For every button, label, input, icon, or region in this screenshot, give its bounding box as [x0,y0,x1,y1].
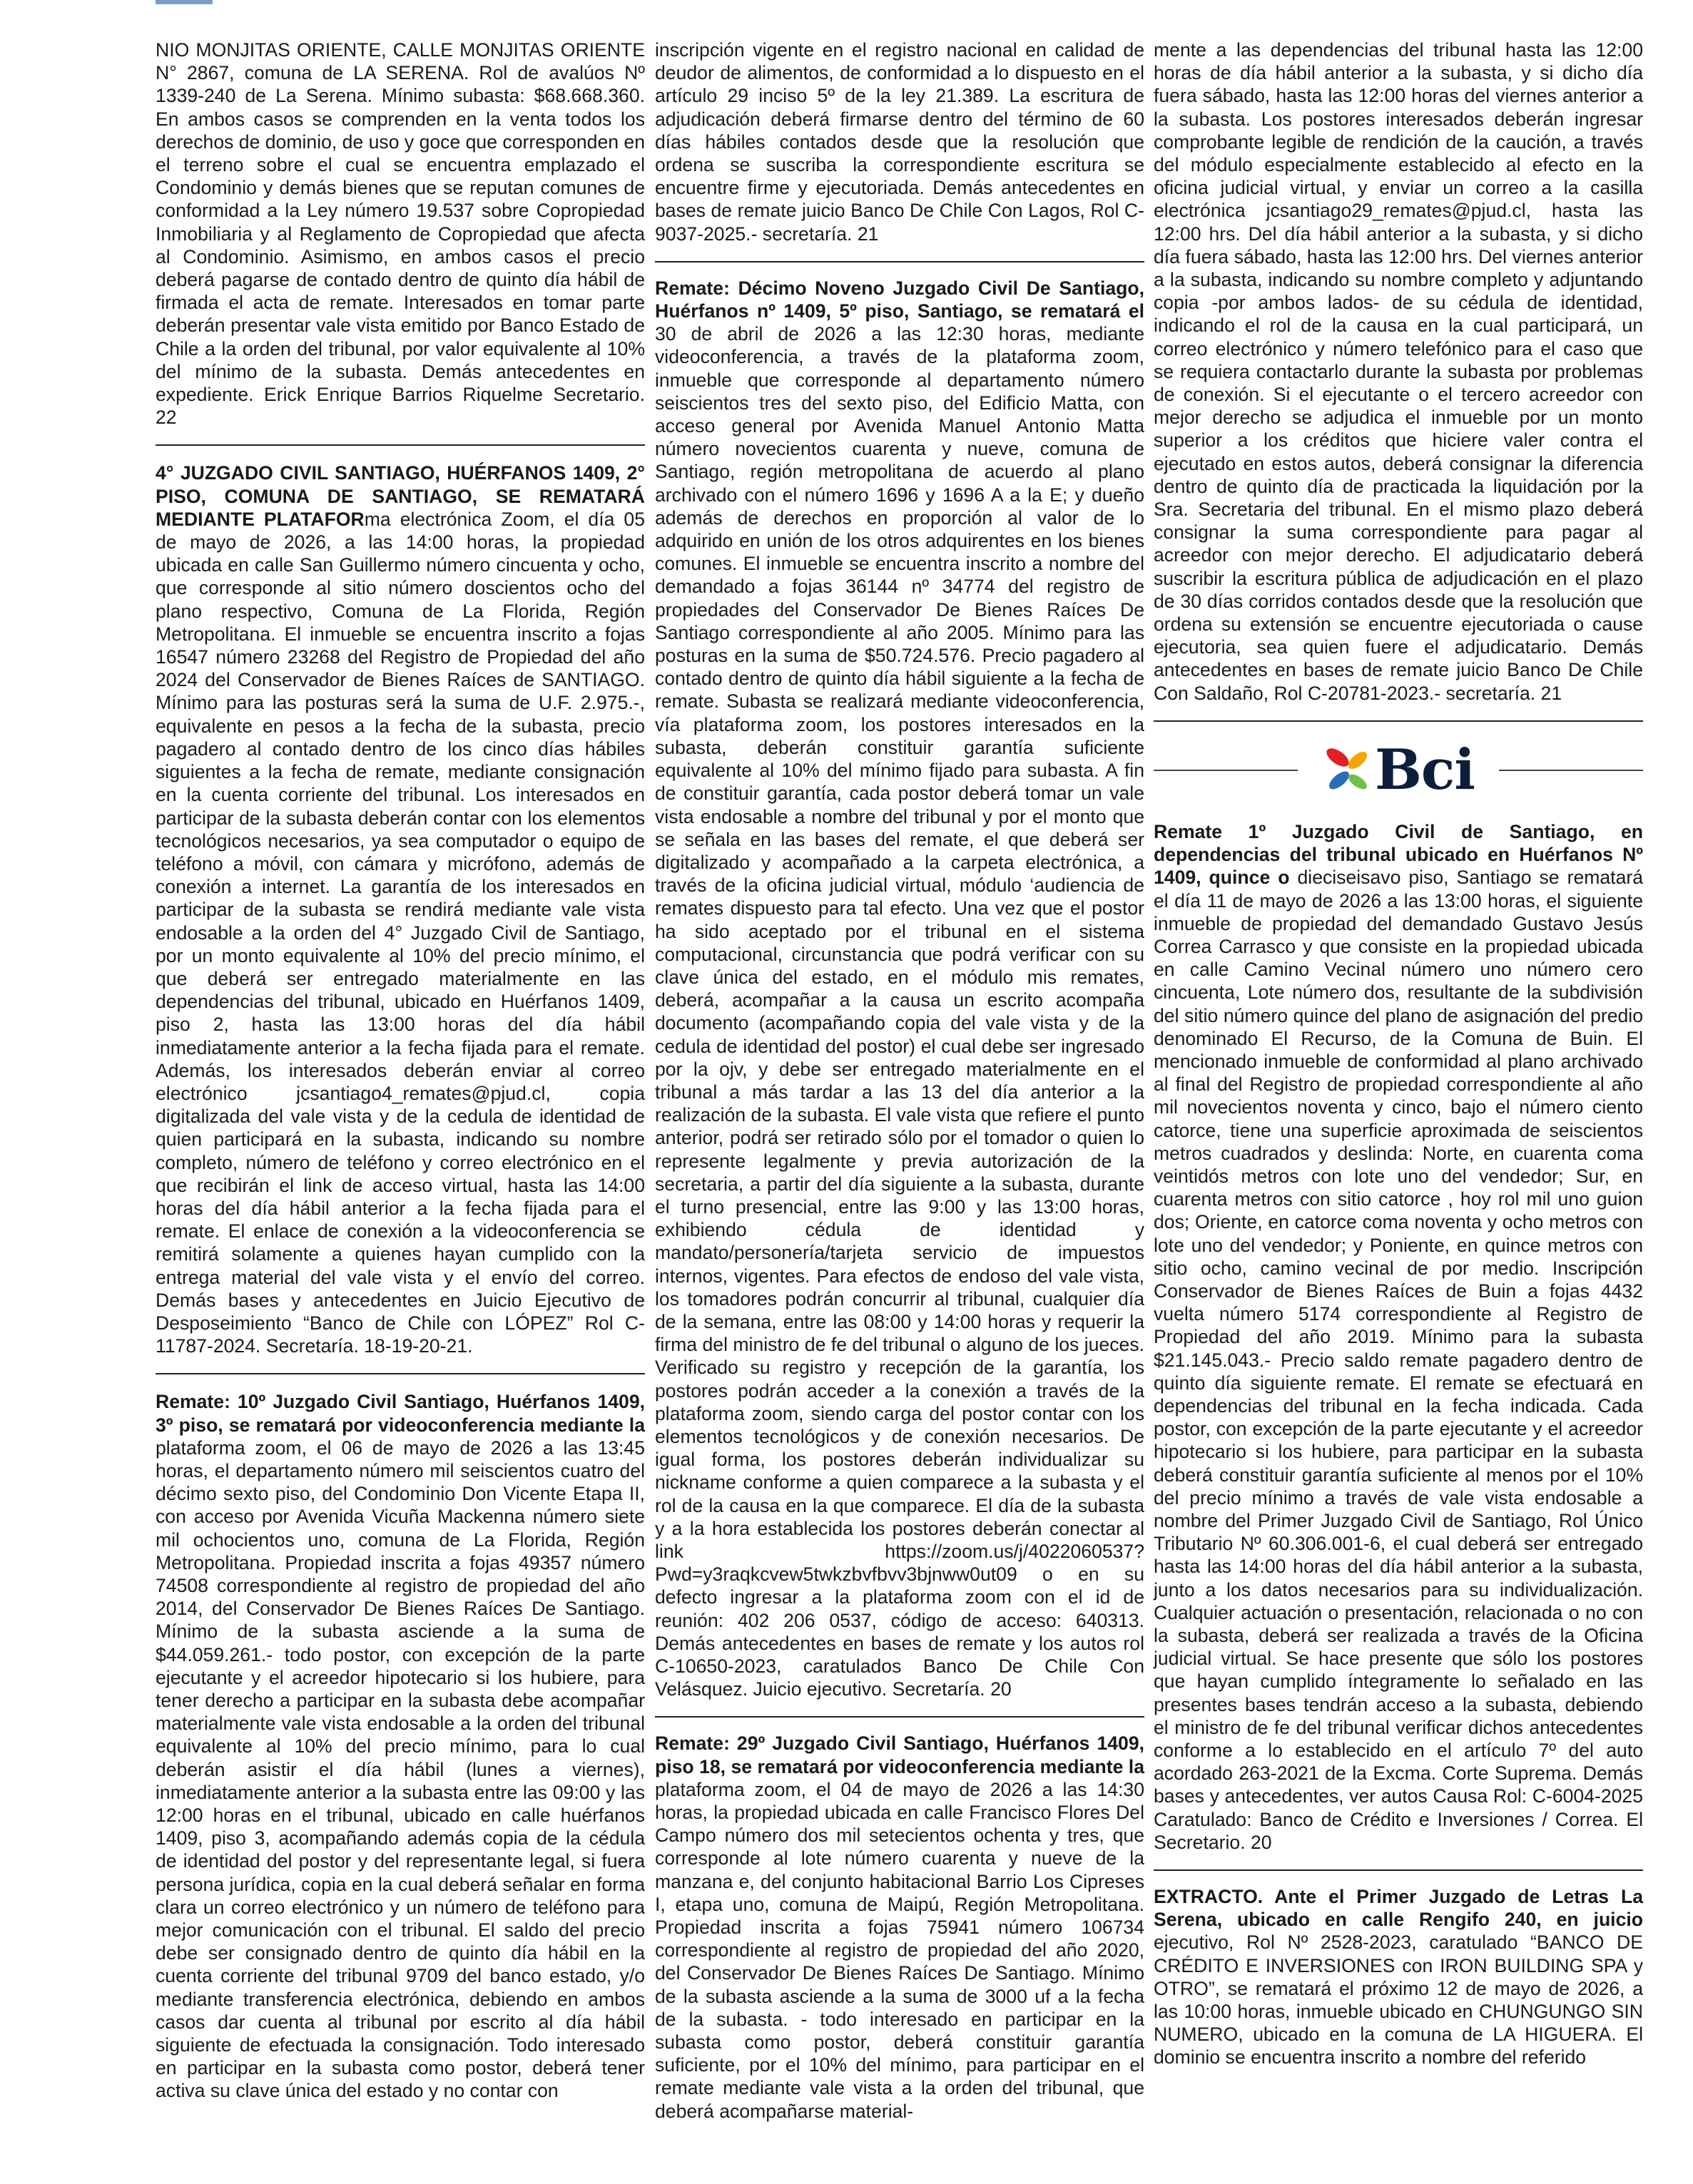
bci-logo-wordmark: Bci [1374,737,1475,802]
notice-body [655,39,1144,245]
notice-continuation-la-serena [156,39,645,429]
notice-divider [156,1373,645,1374]
notice-divider [655,1716,1144,1718]
bci-logo-banner [1154,736,1643,805]
notice-extracto-la-serena [1154,1885,1643,2069]
notice-text: ma electrónica Zoom, el día 05 de mayo de 2026, a las 14:00 horas, la propiedad ubicada en calle San Guillermo número cincuenta y ocho, que corresponde al sitio número doscientos ocho del plano respectivo, Comuna de La Florida, Región Metropolitana. El inmueble se encuentra inscrito a fojas 16547 número 23268 del Registro de Propiedad del año 2024 del Conservador de Bienes Raíces de SANTIAGO. Mínimo para las posturas será la suma de U.F. 2.975.-, equivalente en pesos a la fecha de la subasta, precio pagadero al contado dentro de los cinco días hábiles siguientes a la fecha de remate, mediante consignación en la cuenta corriente del tribunal. Los interesados en participar de la subasta deberán contar con los elementos tecnológicos necesarios, ya sea computador o equipo de teléfono a móvil, con cámara y micrófono, además de conexión a internet. La garantía de los interesados en participar de la subasta se rendirá mediante vale vista endosable a la orden del 4° Juzgado Civil de Santiago, por un monto equivalente al 10% del precio mínimo, el que deberá ser entregado materialmente en las dependencias del tribunal, ubicado en Huérfanos 1409, piso 2, hasta las 13:00 horas del día hábil inmediatamente anterior a la fecha fijada para el remate. Además, los interesados deberán enviar al correo electrónico jcsantiago4_remates@pjud.cl, copia digitalizada del vale vista y de la cedula de identidad de quien participará en la subasta, indicando su nombre completo, número de teléfono y correo electrónico en el que recibirán el link de acceso virtual, hasta las 14:00 horas del día hábil anterior a la fecha fijada para el remate. El enlace de conexión a la videoconferencia se remitirá solamente a quienes hayan cumplido con la entrega material del vale vista y el envío del correo. Demás bases y antecedentes en Juicio Ejecutivo de Desposeimiento “Banco de Chile con LÓPEZ” Rol C-11787-2024. Secretaría. 18-19-20-21. [156,508,646,1357]
notice-text: plataforma zoom, el 06 de mayo de 2026 a las 13:45 horas, el departamento número mil seiscientos cuatro del décimo sexto piso, del Condominio Don Vicente Etapa II, con acceso por Avenida Vicuña Mackenna número siete mil ochocientos uno, comuna de La Florida, Región Metropolitana. Propiedad inscrita a fojas 49357 número 74508 correspondiente al registro de propiedad del año 2014, del Conservador De Bienes Raíces De Santiago. Mínimo de la subasta asciende a la suma de $44.059.261.- todo postor, con excepción de la parte ejecutante y el acreedor hipotecario si los hubiere, para tener derecho a participar en la subasta debe acompañar materialmente vale vista endosable a la orden del tribunal equivalente al 10% del precio mínimo, para lo cual deberán asistir el día hábil (lunes a viernes), inmediatamente anterior a la subasta entre las 09:00 y las 12:00 horas en el tribunal, ubicado en calle huérfanos 1409, piso 3, acompañando además copia de la cédula de identidad del postor y del representante legal, si fuera persona jurídica, copia en la cual deberá señalar en forma clara un correo electrónico y un número de teléfono para mejor comunicación con el tribunal. El saldo del precio debe ser consignado dentro de quinto día hábil en la cuenta corriente del tribunal 9709 del banco estado, y/o mediante transferencia electrónica, debiendo en ambos casos dar cuenta al tribunal por escrito al día hábil siguiente de efectuada la consignación. Todo interesado en participar en la subasta como postor, deberá tener activa su clave única del estado y no contar con [156,1437,645,2102]
notice-19-juzgado-civil [655,277,1144,1701]
notice-continuation-banco-de-chile-con-saldano [1154,39,1643,705]
notice-10-juzgado-civil [156,1390,645,2102]
notice-text: NIO MONJITAS ORIENTE, CALLE MONJITAS ORIENTE N° 2867, comuna de LA SERENA. Rol de avalúos Nº 1339-240 de La Serena. Mínimo subasta: $68.668.360. En ambos casos se comprenden en la venta todos los derechos de dominio, de uso y goce que corresponden en el terreno sobre el cual se encuentra emplazado el Condominio y demás bienes que se reputan comunes de conformidad a la Ley número 19.537 sobre Copropiedad Inmobiliaria y al Reglamento de Copropiedad que afecta al Condominio. Asimismo, en ambos casos el precio deberá pagarse de contado dentro de quinto día hábil de firmada el acta de remate. Interesados en tomar parte deberán presentar vale vista emitido por Banco Estado de Chile a la orden del tribunal, por valor equivalente al 10% del mínimo de la subasta. Demás antecedentes en expediente. Erick Enrique Barrios Riquelme Secretario. 22 [156,39,645,429]
notice-body [156,461,645,1357]
notice-4-juzgado-civil [156,461,645,1357]
notice-1-juzgado-civil [1154,820,1643,1854]
notice-divider [655,261,1144,262]
notice-lead: Remate: 29º Juzgado Civil Santiago, Huérfanos 1409, piso 18, se rematará por videoconferencia mediante la [655,1733,1144,1777]
bci-logo [1322,737,1475,802]
notice-body [1154,820,1643,1854]
notice-body [655,1732,1144,2122]
notice-lead: Remate: 10º Juzgado Civil Santiago, Huérfanos 1409, 3º piso, se rematará por videoconferencia mediante la [156,1391,645,1436]
notice-lead: Remate: Décimo Noveno Juzgado Civil De Santiago, Huérfanos nº 1409, 5º piso, Santiago, se rematará el [655,277,1144,322]
notice-lead: Remate 1º Juzgado Civil de Santiago, en dependencias del tribunal ubicado en Huérfanos Nº 1409, quince o [1154,820,1643,889]
notice-divider [156,444,645,446]
logo-rule-left [1154,770,1298,771]
column-3 [1154,39,1643,2069]
notice-text: dieciseisavo piso, Santiago se rematará el día 11 de mayo de 2026 a las 13:00 horas, el siguiente inmueble de propiedad del demandado Gustavo Jesús Correa Carrasco y que consiste en la propiedad ubicada en calle Camino Vecinal número uno número cero cincuenta, Lote número dos, resultante de la subdivisión del sitio número quince del plano de asignación del predio denominado El Recurso, de la Comuna de Buin. El mencionado inmueble de conformidad al plano archivado al final del Registro de propiedad correspondiente al año mil novecientos noventa y cinco, bajo el número ciento catorce, tiene una superficie aproximada de seiscientos metros cuadrados y deslinda: Norte, en cuarenta coma veintidós metros con lote uno del vendedor; Sur, en cuarenta metros con sitio catorce , hoy rol mil uno guion dos; Oriente, en catorce coma noventa y ocho metros con lote uno del vendedor; y Poniente, en quince metros con sitio ocho, camino vecinal de por medio. Inscripción Conservador de Bienes Raíces de Buin a fojas 4432 vuelta número 5174 correspondiente al Registro de Propiedad del año 2019. Mínimo para la subasta $21.145.043.- Precio saldo remate pagadero dentro de quinto día siguiente remate. El remate se efectuará en dependencias del tribunal en la fecha indicada. Cada postor, con excepción de la parte ejecutante y el acreedor hipotecario si los hubiere, para participar en la subasta deberá constituir garantía suficiente al menos por el 10% del precio mínimo a través de vale vista endosable a nombre del Primer Juzgado Civil de Santiago, Rol Único Tributario Nº 60.306.001-6, el cual deberá ser entregado hasta las 14:00 horas del día hábil anterior a la subasta, junto a los datos necesarios para su individualización. Cualquier actuación o presentación, relacionada o no con la subasta, deberá ser realizada a través de la Oficina judicial virtual. Se hace presente que sólo los postores que hayan cumplido íntegramente lo señalado en las presentes bases tendrán acceso a la subasta, debiendo el ministro de fe del tribunal verificar dichos antecedentes conforme a lo establecido en el artículo 7º del auto acordado 263-2021 de la Excma. Corte Suprema. Demás bases y antecedentes, ver autos Causa Rol: C-6004-2025 Caratulado: Banco de Crédito e Inversiones / Correa. El Secretario. 20 [1154,867,1644,1853]
bci-logo-icon [1322,745,1372,796]
notice-text: plataforma zoom, el 04 de mayo de 2026 a las 14:30 horas, la propiedad ubicada en calle Francisco Flores Del Campo número dos mil setecientos ochenta y tres, que corresponde al lote número cuarenta y nueve de la manzana e, del conjunto habitacional Barrio Los Cipreses I, etapa uno, comuna de Maipú, Región Metropolitana. Propiedad inscrita a fojas 75941 número 106734 correspondiente al registro de propiedad del año 2020, del Conservador De Bienes Raíces De Santiago. Mínimo de la subasta asciende a la suma de 3000 uf a la fecha de la subasta. - todo interesado en participar en la subasta como postor, deberá constituir garantía suficiente, por el 10% del mínimo, para participar en el remate mediante vale vista a la orden del tribunal, que deberá acompañarse material- [655,1778,1144,2122]
top-edge-mark [156,0,213,4]
notice-body [1154,1885,1643,2069]
notice-body [1154,39,1643,705]
logo-rule-right [1499,770,1643,771]
notice-body [156,39,645,429]
notice-continuation-banco-de-chile-con-lagos [655,39,1144,245]
notice-divider [1154,720,1643,722]
column-1 [156,39,645,2103]
column-2 [655,39,1144,2123]
notice-29-juzgado-civil [655,1732,1144,2122]
notice-text: inscripción vigente en el registro nacional en calidad de deudor de alimentos, de conformidad a lo dispuesto en el artículo 29 inciso 5º de la ley 21.389. La escritura de adjudicación deberá firmarse dentro del término de 60 días hábiles contados desde que la resolución que ordena se suscriba la correspondiente escritura se encuentre firme y ejecutoriada. Demás antecedentes en bases de remate juicio Banco De Chile Con Lagos, Rol C-9037-2025.- secretaría. 21 [655,39,1144,245]
notice-lead: EXTRACTO. Ante el Primer Juzgado de Letras La Serena, ubicado en calle Rengifo 240, en juicio [1154,1886,1643,1931]
notice-divider [1154,1869,1643,1871]
notice-body [156,1390,645,2102]
notice-text: ejecutivo, Rol Nº 2528-2023, caratulado “BANCO DE CRÉDITO E INVERSIONES con IRON BUILDING SPA y OTRO”, se rematará el próximo 12 de mayo de 2026, a las 10:00 horas, inmueble ubicado en CHUNGUNGO SIN NUMERO, ubicado en la comuna de LA HIGUERA. El dominio se encuentra inscrito a nombre del referido [1154,1932,1643,2068]
notice-text: mente a las dependencias del tribunal hasta las 12:00 horas de día hábil anterior a la subasta, y si dicho día fuera sábado, hasta las 12:00 horas del viernes anterior a la subasta. Los postores interesados deberán ingresar comprobante legible de rendición de la caución, a través del módulo especialmente establecido al efecto en la oficina judicial virtual, y enviar un correo a la casilla electrónica jcsantiago29_remates@pjud.cl, hasta las 12:00 hrs. Del día hábil anterior a la subasta, y si dicho día fuera sábado, hasta las 12:00 hrs. Del viernes anterior a la subasta, indicando su nombre completo y adjuntando copia -por ambos lados- de su cédula de identidad, indicando el rol de la causa en la cual participará, un correo electrónico y número telefónico para el caso que se requiera contactarlo durante la subasta por problemas de conexión. Si el ejecutante o el tercero acreedor con mejor derecho se adjudica el inmueble por un monto superior a los créditos que hiciere valer contra el ejecutado en estos autos, deberá consignar la diferencia dentro de quinto día de practicada la liquidación por la Sra. Secretaria del tribunal. En el mismo plazo deberá consignar la suma correspondiente para pagar al acreedor con mejor derecho. El adjudicatario deberá suscribir la escritura pública de adjudicación en el plazo de 30 días corridos contados desde que la resolución que ordena su extensión se encuentre ejecutoriada o cause ejecutoria, sea quien fuere el adjudicatario. Demás antecedentes en bases de remate juicio Banco De Chile Con Saldaño, Rol C-20781-2023.- secretaría. 21 [1154,39,1643,704]
notice-body [655,277,1144,1701]
notice-lead: 4° JUZGADO CIVIL SANTIAGO, HUÉRFANOS 1409, 2° PISO, COMUNA DE SANTIAGO, SE REMATARÁ MEDIANTE PLATAFOR [156,462,645,530]
notice-text: 30 de abril de 2026 a las 12:30 horas, mediante videoconferencia, a través de la plataforma zoom, inmueble que corresponde al departamento número seiscientos tres del sexto piso, del Edificio Matta, con acceso general por Avenida Manuel Antonio Matta número novecientos cuarenta y nueve, comuna de Santiago, región metropolitana de acuerdo al plano archivado con el número 1696 y 1696 A a la E; y dueño además de derechos en proporción al valor de lo adquirido en unión de los otros adquirentes en los bienes comunes. El inmueble se encuentra inscrito a nombre del demandado a fojas 36144 nº 34774 del registro de propiedades del Conservador De Bienes Raíces De Santiago correspondiente al año 2005. Mínimo para las posturas en la suma de $50.724.576. Precio pagadero al contado dentro de quinto día hábil siguiente a la fecha de remate. Subasta se realizará mediante videoconferencia, vía plataforma zoom, los postores interesados en la subasta, deberán constituir garantía suficiente equivalente al 10% del mínimo fijado para subasta. A fin de constituir garantía, cada postor deberá tomar un vale vista endosable a nombre del tribunal y por el monto que se señala en las bases del remate, el que deberá ser digitalizado y acompañado a la carpeta electrónica, a través de la oficina judicial virtual, módulo ‘audiencia de remates dispuesto para tal efecto. Una vez que el postor ha sido aceptado por el tribunal en el sistema computacional, circunstancia que podrá verificar con su clave única del estado, en el módulo mis remates, deberá, acompañar a la causa un escrito acompaña documento (acompañando copia del vale vista y de la cedula de identidad del postor) el cual debe ser ingresado por la ojv, y debe ser entregado materialmente en el tribunal a más tardar a las 13 del día anterior a la realización de la subasta. El vale vista que refiere el punto anterior, podrá ser retirado sólo por el tomador o quien lo represente legalmente y previa autorización de la secretaria, a partir del día siguiente a la subasta, durante el turno presencial, entre las 9:00 y las 13:00 horas, exhibiendo cédula de identidad y mandato/personería/tarjeta servicio de impuestos internos, vigentes. Para efectos de endoso del vale vista, los tomadores podrán concurrir al tribunal, cualquier día de la semana, entre las 08:00 y 14:00 horas y requerir la firma del ministro de fe del tribunal o alguno de los jueces. Verificado su registro y recepción de la garantía, los postores podrán acceder a la conexión a través de la plataforma zoom, siendo carga del postor contar con los elementos tecnológicos y de conexión necesarios. De igual forma, los postores deberán individualizar su nickname conforme a quien comparece a la subasta y el rol de la causa en la que comparece. El día de la subasta y a la hora establecida los postores deberán conectar al link https://zoom.us/j/4022060537?Pwd=y3raqkcvew5twkzbvfbvv3bjnww0ut09 o en su defecto ingresar a la plataforma zoom con el id de reunión: 402 206 0537, código de acceso: 640313. Demás antecedentes en bases de remate y los autos rol C-10650-2023, caratulados Banco De Chile Con Velásquez. Juicio ejecutivo. Secretaría. 20 [655,323,1144,1700]
